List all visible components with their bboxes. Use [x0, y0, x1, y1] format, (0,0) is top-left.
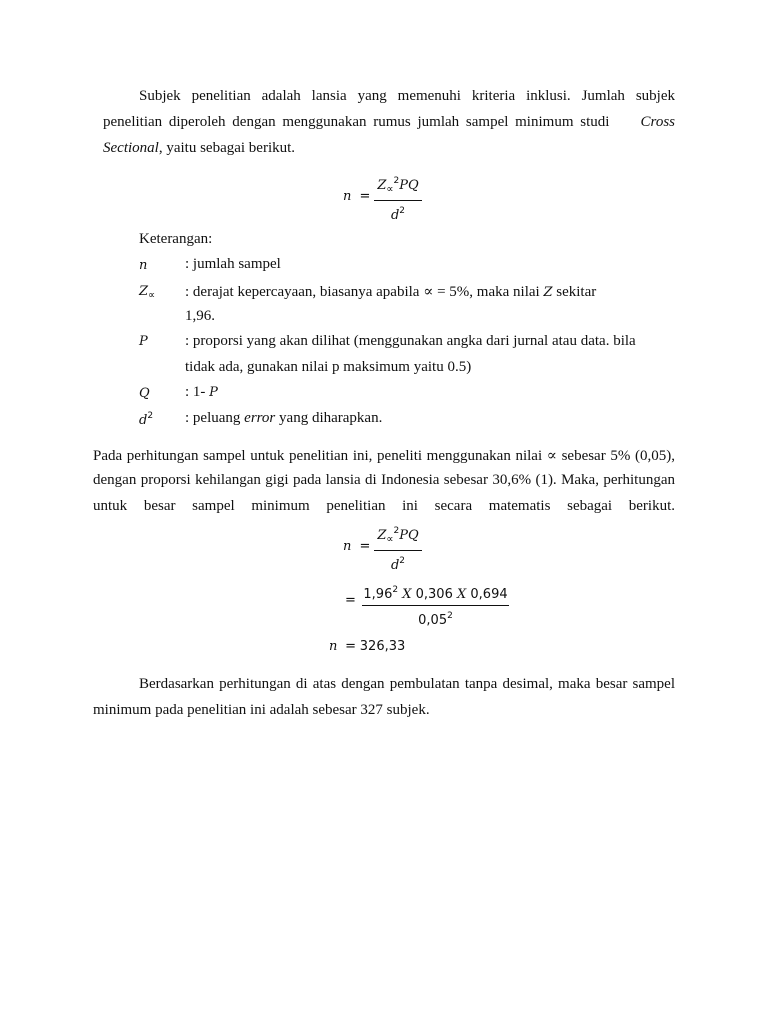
- calc-denominator: [418, 607, 453, 630]
- intro-line-2-italic: Cross: [640, 114, 675, 130]
- intro-line-3: [103, 135, 295, 162]
- legend-n-desc: : jumlah sampel: [185, 256, 281, 272]
- legend-d-letter: d: [139, 413, 148, 428]
- legend-z-desc-z: Z: [543, 285, 553, 300]
- formula2-z: Z: [377, 528, 387, 543]
- conclusion-line-2: minimum pada penelitian ini adalah sebesar 327 subjek.: [93, 702, 430, 718]
- calc-paragraph-line-3: untuk besar sampel minimum penelitian ini secara matematis sebagai berikut.: [93, 498, 675, 514]
- formula2-lhs: [343, 539, 370, 554]
- formula-z: Z: [377, 178, 387, 193]
- formula2-numerator: [377, 522, 418, 549]
- calc-x2: X: [456, 587, 467, 602]
- calc-v2: 0,694: [470, 587, 508, 602]
- formula-numerator: [377, 172, 418, 199]
- legend-z-sub: ∝: [148, 290, 156, 301]
- formula2-n: n: [343, 539, 352, 554]
- legend-d-desc-b: yang diharapkan.: [279, 410, 383, 426]
- formula-d: d: [390, 208, 400, 223]
- formula-eq: =: [359, 189, 371, 204]
- calc-result-eq: =: [345, 639, 357, 654]
- legend-q-desc: [185, 384, 218, 401]
- calc-numerator: [363, 581, 507, 604]
- formula2-sq: 2: [393, 526, 400, 536]
- calc-result-n: n: [329, 639, 338, 654]
- legend-d-desc: [185, 410, 382, 427]
- intro-line-1: Subjek penelitian adalah lansia yang memenuhi kriteria inklusi. Jumlah subjek: [139, 88, 675, 104]
- formula-pq: PQ: [399, 178, 419, 193]
- legend-z-desc-a: : derajat kepercayaan, biasanya apabila ∝ = 5%, maka nilai: [185, 284, 540, 300]
- formula2-eq: =: [359, 539, 371, 554]
- formula2-bar: [374, 550, 422, 551]
- formula-bar: [374, 200, 422, 201]
- calc-den-sq: 2: [447, 611, 453, 621]
- intro-line-2-text: penelitian diperoleh dengan menggunakan rumus jumlah sampel minimum studi: [103, 114, 610, 130]
- legend-q-desc-text: : 1-: [185, 384, 206, 400]
- formula-denominator: [391, 202, 405, 225]
- legend-p-desc-cont: tidak ada, gunakan nilai p maksimum yaitu 0.5): [185, 359, 472, 375]
- conclusion-line-1: Berdasarkan perhitungan di atas dengan pembulatan tanpa desimal, maka besar sampel: [139, 676, 675, 692]
- formula2-d: d: [390, 558, 400, 573]
- legend-heading: Keterangan:: [139, 231, 213, 247]
- formula-n: n: [343, 189, 352, 204]
- calc-result-value: 326,33: [359, 639, 406, 654]
- calc-result: [329, 638, 405, 655]
- formula-sq: 2: [393, 176, 400, 186]
- legend-q-symbol: Q: [139, 386, 150, 401]
- intro-line-3-text: , yaitu sebagai berikut.: [158, 140, 296, 156]
- calc-paragraph-line-1: Pada perhitungan sampel untuk penelitian ini, peneliti menggunakan nilai ∝ sebesar 5% (0,05),: [93, 448, 675, 464]
- formula-dsq: 2: [399, 206, 406, 216]
- formula2-alpha: ∝: [386, 534, 394, 545]
- formula2-pq: PQ: [399, 528, 419, 543]
- legend-q-desc-p: P: [209, 385, 218, 400]
- formula-alpha: ∝: [386, 184, 394, 195]
- calc-v1: 0,306: [415, 587, 453, 602]
- calc-eq-sign: =: [345, 593, 356, 608]
- calc-den: 0,05: [418, 613, 448, 628]
- legend-z-letter: Z: [139, 284, 149, 299]
- formula2-denominator: [391, 552, 405, 575]
- calc-x1: X: [402, 587, 412, 602]
- legend-d-desc-italic: error: [244, 410, 276, 426]
- legend-n-symbol: n: [139, 258, 148, 273]
- calc-num-a: 1,96: [363, 587, 393, 602]
- formula-lhs: [343, 189, 370, 204]
- calc-num-sq: 2: [392, 585, 399, 595]
- formula2-dsq: 2: [399, 556, 406, 566]
- legend-p-desc: : proporsi yang akan dilihat (menggunakan angka dari jurnal atau data. bila: [185, 333, 636, 349]
- legend-z-symbol: [139, 284, 155, 301]
- intro-line-3-italic: Sectional: [103, 140, 159, 156]
- legend-d-symbol: [139, 411, 153, 428]
- legend-p-symbol: P: [139, 334, 148, 349]
- formula-fraction: [374, 172, 422, 225]
- formula2-fraction: [374, 522, 422, 575]
- calc-fraction: [362, 581, 509, 630]
- legend-z-desc: [185, 282, 596, 301]
- legend-z-desc-b: sekitar: [556, 284, 597, 300]
- calc-paragraph-line-2: dengan proporsi kehilangan gigi pada lansia di Indonesia sebesar 30,6% (1). Maka, perhitungan: [93, 472, 675, 488]
- legend-d-desc-a: : peluang: [185, 410, 241, 426]
- calc-bar: [362, 605, 509, 606]
- legend-d-sup: 2: [147, 411, 154, 421]
- intro-line-2: [103, 109, 675, 136]
- legend-z-desc-cont: 1,96.: [185, 308, 215, 324]
